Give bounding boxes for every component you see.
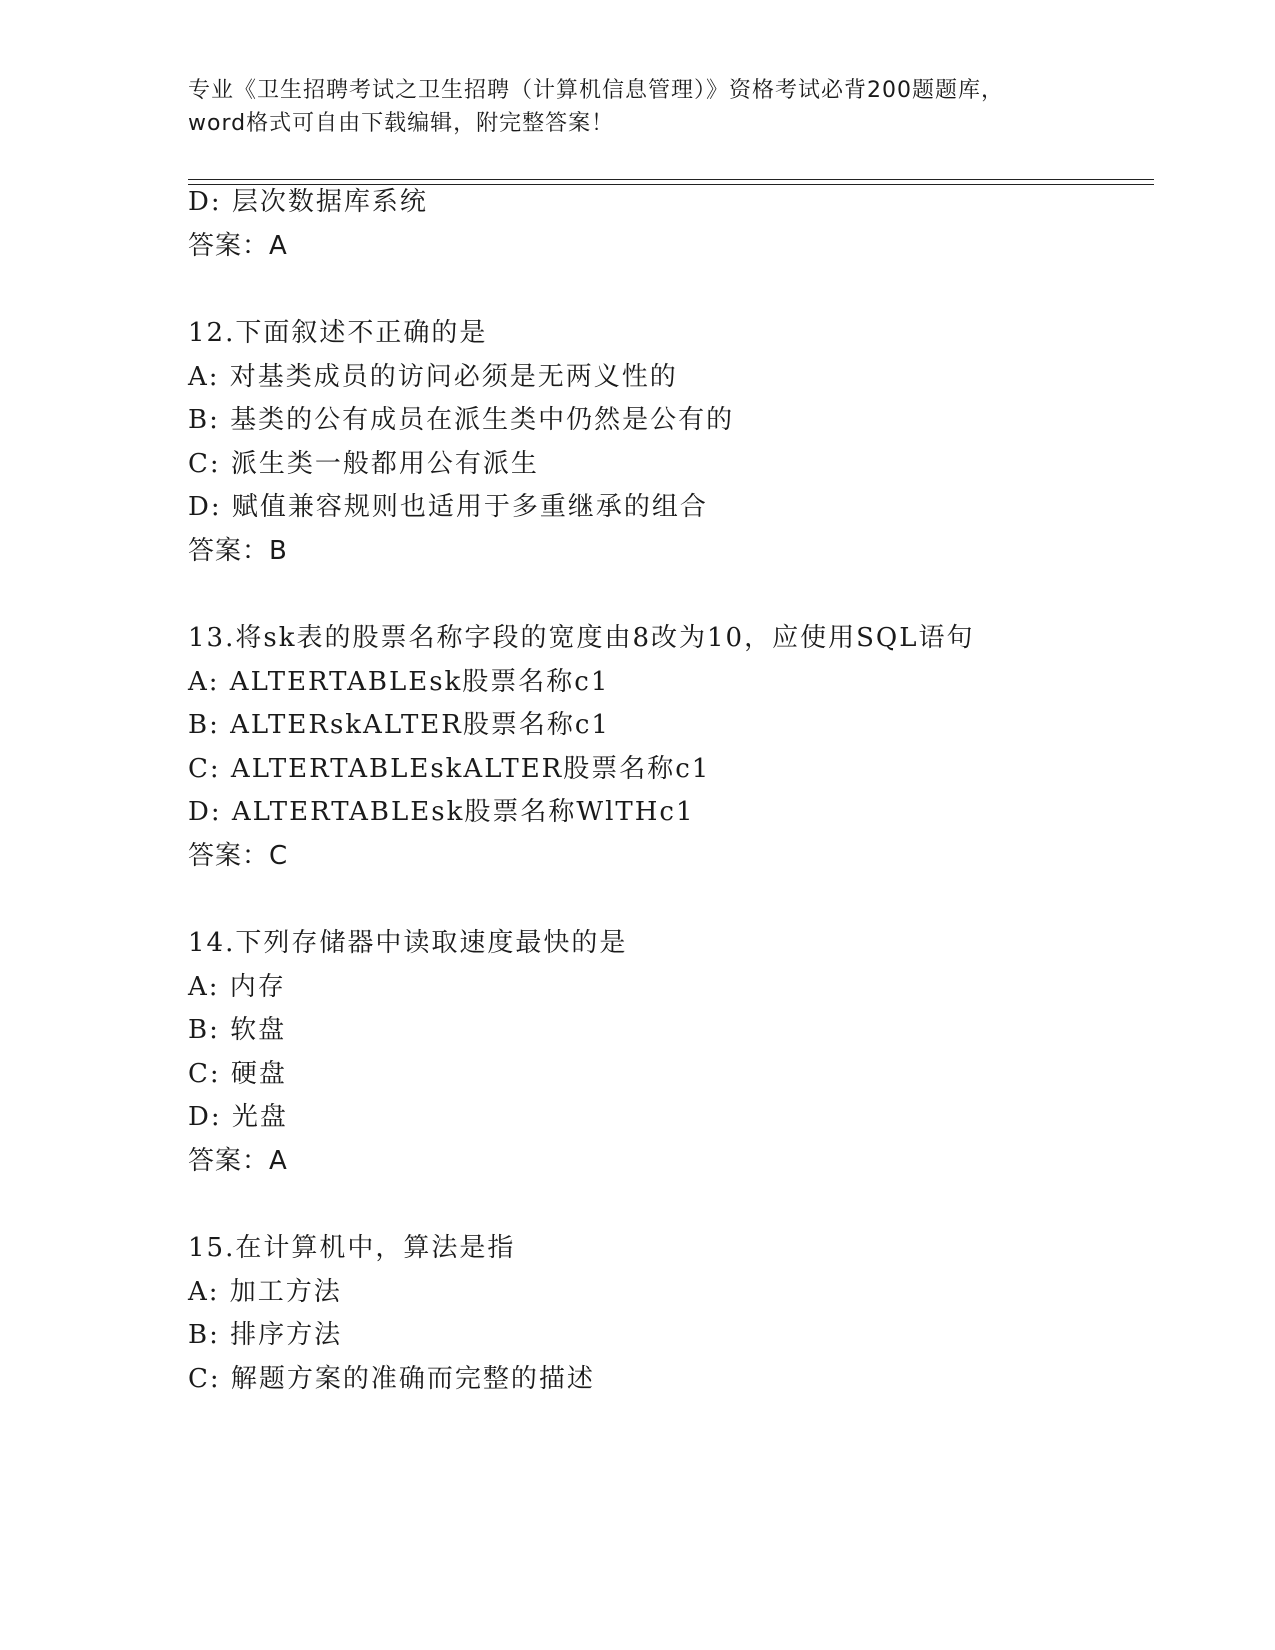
q15-option-a: A: 加工方法 xyxy=(188,1277,342,1307)
q12-answer: 答案：B xyxy=(188,536,288,566)
q14-option-c: C: 硬盘 xyxy=(188,1059,287,1089)
q13-option-a: A: ALTERTABLEsk股票名称c1 xyxy=(188,667,610,697)
header-divider-bottom xyxy=(188,184,1154,185)
q12-option-a: A: 对基类成员的访问必须是无两义性的 xyxy=(188,362,678,392)
q14-option-a: A: 内存 xyxy=(188,972,286,1002)
q14-option-b: B: 软盘 xyxy=(188,1015,287,1045)
q13-option-d: D: ALTERTABLEsk股票名称WlTHc1 xyxy=(188,797,695,827)
q13-stem: 13.将sk表的股票名称字段的宽度由8改为10，应使用SQL语句 xyxy=(188,623,975,653)
prev-option-d: D: 层次数据库系统 xyxy=(188,187,428,217)
q13-option-b: B: ALTERskALTER股票名称c1 xyxy=(188,710,610,740)
q14-answer: 答案：A xyxy=(188,1146,288,1176)
q15-option-c: C: 解题方案的准确而完整的描述 xyxy=(188,1364,595,1394)
prev-answer: 答案：A xyxy=(188,231,288,261)
q12-option-c: C: 派生类一般都用公有派生 xyxy=(188,449,539,479)
header-line-2: word格式可自由下载编辑，附完整答案！ xyxy=(188,111,615,136)
header-line-1: 专业《卫生招聘考试之卫生招聘（计算机信息管理）》资格考试必背200题题库， xyxy=(188,78,1004,103)
q13-option-c: C: ALTERTABLEskALTER股票名称c1 xyxy=(188,754,711,784)
document-header xyxy=(188,74,1088,140)
q14-option-d: D: 光盘 xyxy=(188,1102,288,1132)
q13-answer: 答案：C xyxy=(188,841,289,871)
header-divider-top xyxy=(188,179,1154,180)
q14-stem: 14.下列存储器中读取速度最快的是 xyxy=(188,928,628,958)
q12-option-b: B: 基类的公有成员在派生类中仍然是公有的 xyxy=(188,405,735,435)
q15-option-b: B: 排序方法 xyxy=(188,1320,343,1350)
q12-stem: 12.下面叙述不正确的是 xyxy=(188,318,488,348)
q12-option-d: D: 赋值兼容规则也适用于多重继承的组合 xyxy=(188,492,708,522)
q15-stem: 15.在计算机中，算法是指 xyxy=(188,1233,516,1263)
